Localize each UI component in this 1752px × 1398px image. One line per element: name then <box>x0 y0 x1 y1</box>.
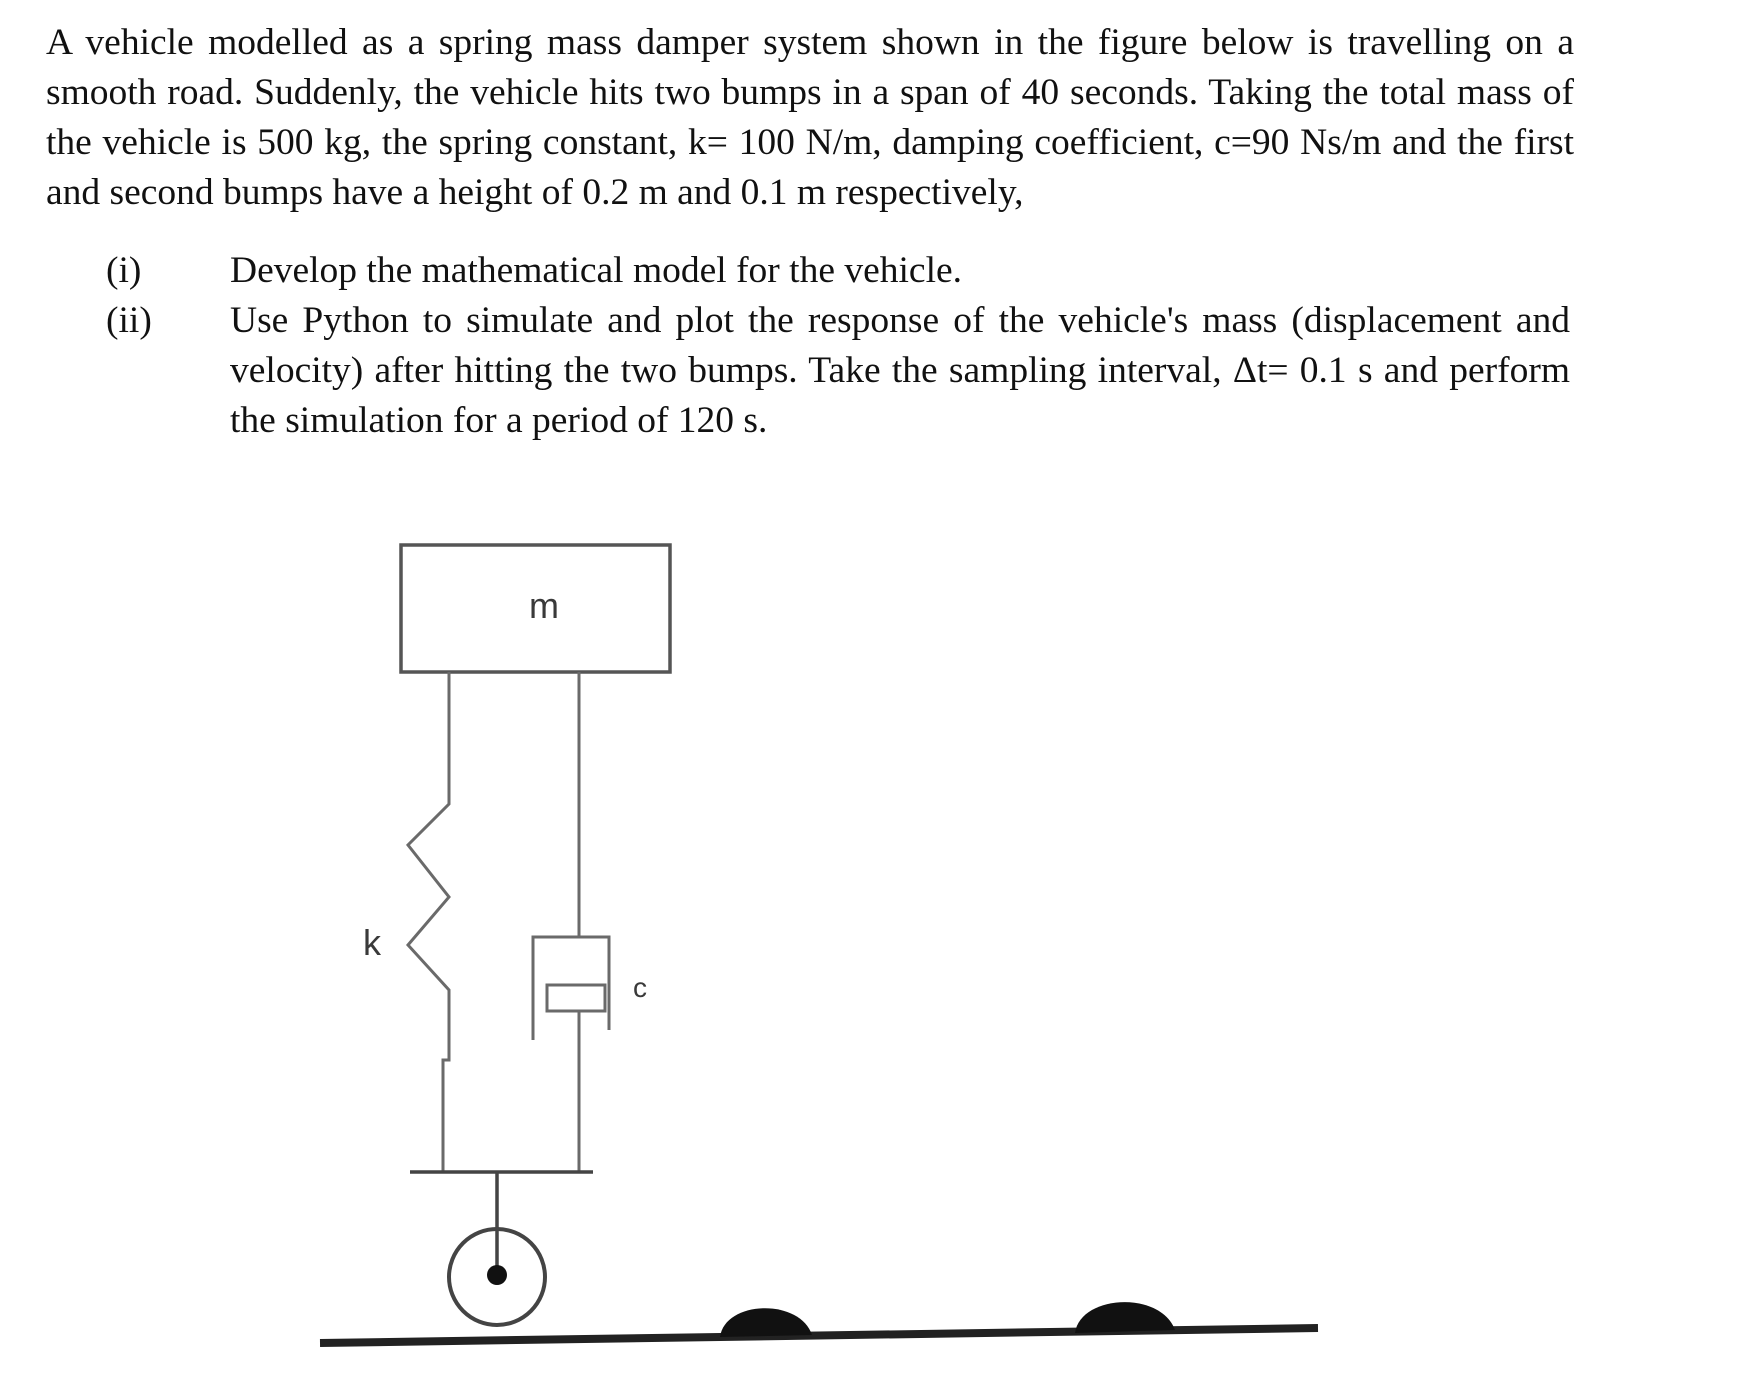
subpart-text: Use Python to simulate and plot the response of the vehicle's mass (displacement and velocity) after hitting the two bumps. Take the sampling interval, Δt= 0.1 s and perform the simulation for a period of 120 s. <box>230 300 1570 441</box>
wheel <box>449 1229 545 1325</box>
spring <box>408 672 449 1172</box>
bump-second <box>1075 1302 1175 1333</box>
mass-label: m <box>529 585 559 626</box>
damper-piston <box>547 985 605 1011</box>
subpart-item <box>46 296 1574 446</box>
subpart-list <box>46 246 1574 446</box>
damper-label: c <box>633 972 647 1003</box>
subpart-number: (i) <box>106 250 142 291</box>
spring-label: k <box>363 922 381 963</box>
road <box>320 1328 1318 1343</box>
subpart-text: Develop the mathematical model for the vehicle. <box>230 250 963 291</box>
subpart-number: (ii) <box>106 300 152 341</box>
subpart-item <box>46 246 1574 296</box>
mass-block <box>401 545 670 672</box>
problem-statement: A vehicle modelled as a spring mass damper system shown in the figure below is travelling on a smooth road. Suddenly, the vehicle hits two bumps in a span of 40 seconds. Taking the total mass of the vehicle is 500 kg, the spring constant, k= 100 N/m, damping coefficient, c=90 Ns/m and the first and second bumps have a height of 0.2 m and 0.1 m respectively, <box>46 22 1574 213</box>
wheel-hub <box>487 1265 507 1285</box>
bump-first <box>720 1308 812 1337</box>
damper-cylinder <box>533 937 609 1030</box>
